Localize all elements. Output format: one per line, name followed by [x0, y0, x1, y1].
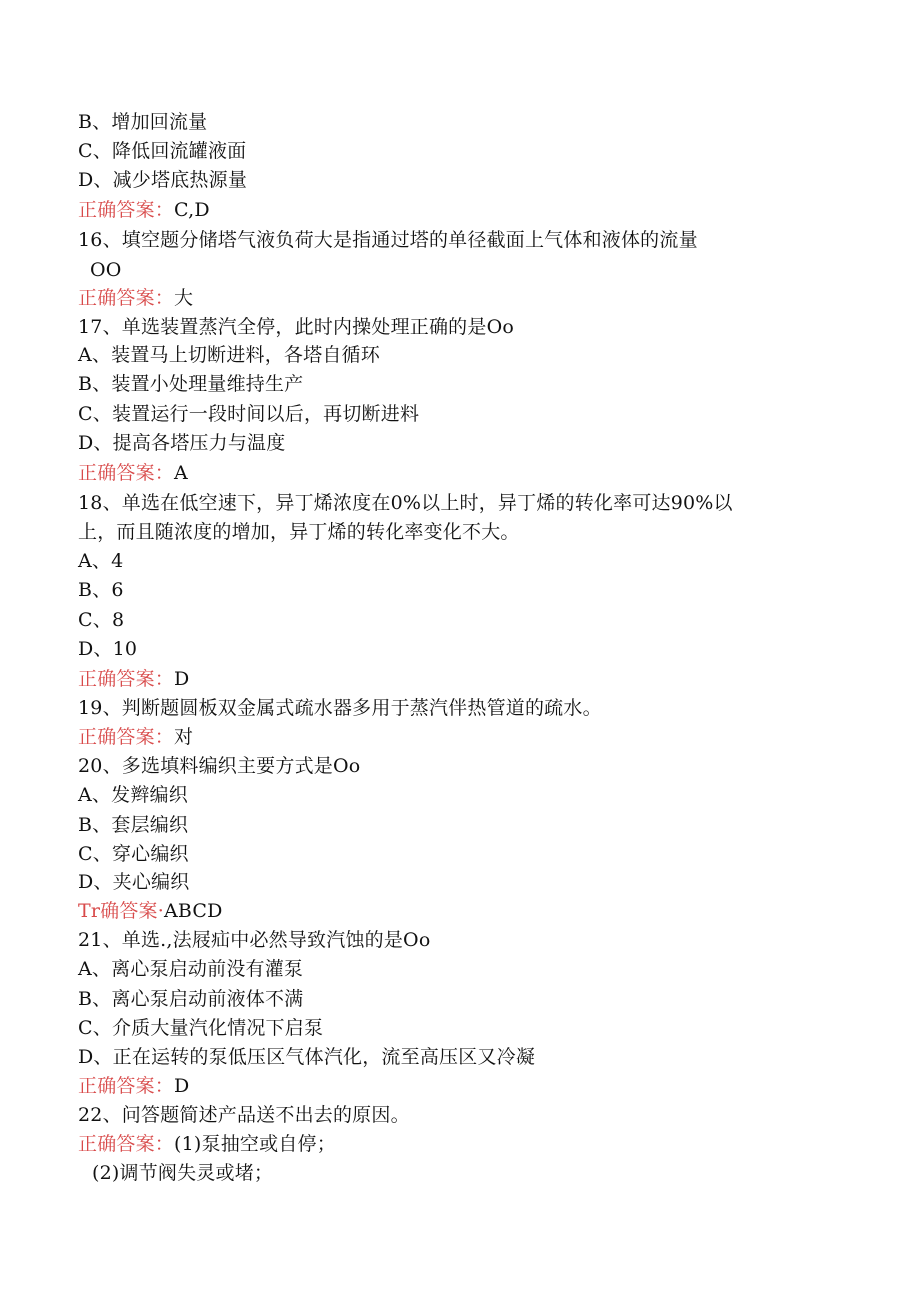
answer-label: 正确答案：	[78, 726, 175, 748]
option-d-q21: D、正在运转的泵低压区气体汽化，流至高压区又冷凝	[78, 1046, 536, 1068]
option-b-q18: B、6	[78, 579, 124, 601]
answer-value: ABCD	[164, 900, 223, 922]
option-c-q18: C、8	[78, 609, 125, 631]
answer-value: A	[174, 462, 188, 484]
option-a-q20: A、发辫编织	[78, 784, 188, 806]
option-d-q20: D、夹心编织	[78, 871, 190, 893]
option-c-q17: C、装置运行一段时间以后，再切断进料	[78, 403, 420, 425]
answer-q21	[78, 1072, 878, 1100]
answer-q17	[78, 459, 878, 487]
answer-label: 正确答案：	[78, 462, 175, 484]
question-16-continuation: OO	[90, 259, 122, 281]
answer-value: D	[174, 1075, 190, 1097]
question-21: 21、单选.,法屐疝中必然导致汽蚀的是Oo	[78, 929, 431, 951]
answer-q19	[78, 723, 878, 751]
answer-q18	[78, 665, 878, 693]
answer-label: Tr确答案·	[78, 900, 164, 922]
answer-value: C,D	[174, 199, 210, 221]
question-16: 16、填空题分储塔气液负荷大是指通过塔的单径截面上气体和液体的流量	[78, 229, 698, 251]
option-d-q17: D、提高各塔压力与温度	[78, 432, 286, 454]
option-b-q17: B、装置小处理量维持生产	[78, 373, 304, 395]
question-18-continuation: 上，而且随浓度的增加，异丁烯的转化率变化不大。	[78, 521, 520, 543]
answer-value: 大	[174, 287, 194, 309]
answer-q22-continuation: (2)调节阀失灵或堵；	[92, 1162, 274, 1184]
option-a-q21: A、离心泵启动前没有灌泵	[78, 958, 304, 980]
option-b-q21: B、离心泵启动前液体不满	[78, 988, 304, 1010]
answer-value: D	[174, 668, 190, 690]
option-d-q18: D、10	[78, 638, 138, 660]
option-c-q15: C、降低回流罐液面	[78, 140, 247, 162]
answer-label: 正确答案：	[78, 668, 175, 690]
answer-q20	[78, 897, 878, 925]
option-b-q15: B、增加回流量	[78, 111, 208, 133]
answer-value: (1)泵抽空或自停；	[174, 1133, 336, 1155]
answer-q22	[78, 1130, 878, 1158]
answer-label: 正确答案：	[78, 287, 175, 309]
option-d-q15: D、减少塔底热源量	[78, 169, 248, 191]
answer-q15	[78, 196, 878, 224]
answer-label: 正确答案：	[78, 199, 175, 221]
question-20: 20、多选填料编织主要方式是Oo	[78, 755, 361, 777]
option-c-q21: C、介质大量汽化情况下启泵	[78, 1017, 324, 1039]
option-c-q20: C、穿心编织	[78, 843, 189, 865]
question-18: 18、单选在低空速下，异丁烯浓度在0%以上时，异丁烯的转化率可达90%以	[78, 492, 733, 514]
question-22: 22、问答题简述产品送不出去的原因。	[78, 1104, 410, 1126]
option-b-q20: B、套层编织	[78, 814, 189, 836]
question-17: 17、单选装置蒸汽全停，此时内操处理正确的是Oo	[78, 316, 514, 338]
option-a-q17: A、装置马上切断进料，各塔自循环	[78, 344, 380, 366]
answer-label: 正确答案：	[78, 1133, 175, 1155]
option-a-q18: A、4	[78, 550, 124, 572]
answer-q16	[78, 284, 878, 312]
question-19: 19、判断题圆板双金属式疏水器多用于蒸汽伴热管道的疏水。	[78, 697, 602, 719]
answer-value: 对	[174, 726, 194, 748]
answer-label: 正确答案：	[78, 1075, 175, 1097]
